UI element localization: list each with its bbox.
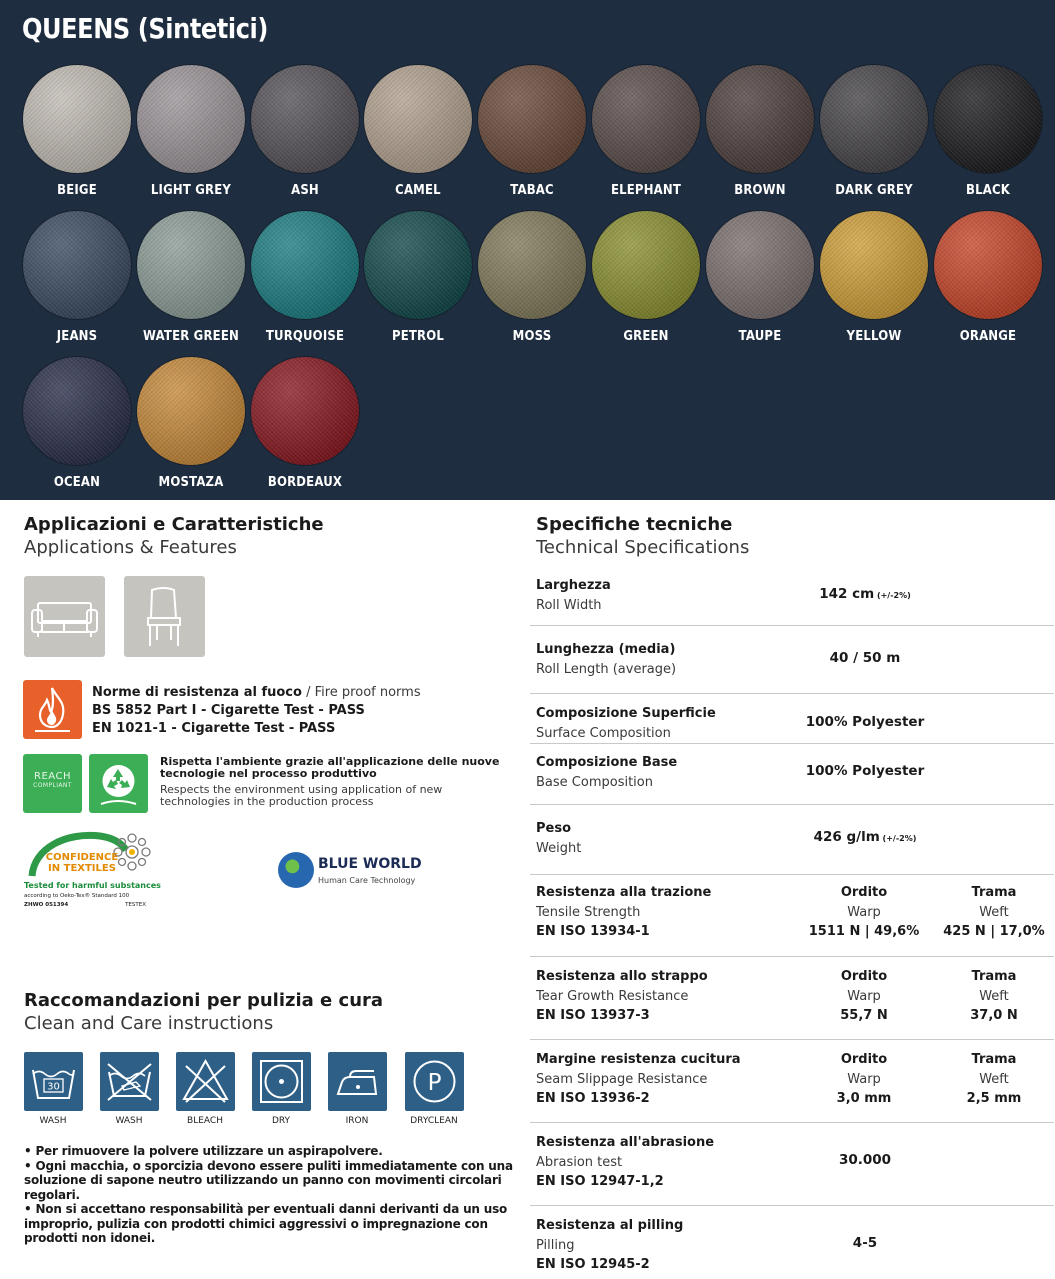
globe-icon <box>278 852 314 888</box>
spec-label-it: Lunghezza (media) <box>536 642 676 657</box>
swatch-color <box>478 65 586 173</box>
care-note: • Ogni macchia, o sporcizia devono essere puliti immediatamente con una soluzione di sapone neutro utilizzando un panno con movimenti circolari regolari. <box>24 1158 513 1202</box>
weft-value: 425 N | 17,0% <box>943 924 1045 939</box>
oeko-confidence-text: CONFIDENCE IN TEXTILES <box>45 852 119 874</box>
spec-value-text: 30.000 <box>838 1152 892 1169</box>
spec-label-it: Composizione Base <box>536 755 678 770</box>
swatch-color <box>137 357 245 465</box>
spec-value <box>770 650 960 666</box>
spec-row <box>530 570 1054 626</box>
spec-value-tolerance: (+/-2%) <box>874 590 911 600</box>
swatch-label: OCEAN <box>53 475 101 490</box>
spec-weft <box>924 1050 1055 1109</box>
weft-label-en: Weft <box>979 988 1009 1004</box>
spec-row <box>530 694 1054 744</box>
swatch-brown <box>703 65 817 198</box>
warp-label-it: Ordito <box>840 1052 888 1067</box>
oeko-tested-text: Tested for harmful substances <box>24 881 161 890</box>
specs-title-it: Specifiche tecniche <box>536 514 733 535</box>
spec-label <box>536 819 581 858</box>
spec-label-it: Larghezza <box>536 578 611 593</box>
swatch-label: TABAC <box>510 183 554 198</box>
applications-title-it: Applicazioni e Caratteristiche <box>24 514 324 535</box>
spec-warp <box>794 967 934 1026</box>
chair-icon <box>124 576 205 657</box>
oeko-code-text <box>24 902 146 908</box>
wash-30-icon <box>24 1052 83 1111</box>
swatch-ash <box>248 65 362 198</box>
reach-sub-label: COMPLIANT <box>33 782 72 789</box>
spec-label <box>536 753 677 792</box>
specs-title-en: Technical Specifications <box>536 537 750 558</box>
swatch-orange <box>931 211 1045 344</box>
spec-weft <box>924 883 1055 942</box>
spec-value <box>770 1152 960 1168</box>
warp-label-en: Warp <box>847 904 881 920</box>
spec-label <box>536 640 676 679</box>
swatch-color <box>251 211 359 319</box>
swatch-color <box>934 65 1042 173</box>
swatch-label: DARK GREY <box>835 183 913 198</box>
spec-row <box>530 1040 1054 1123</box>
swatch-light-grey <box>134 65 248 198</box>
care-title-en: Clean and Care instructions <box>24 1013 274 1034</box>
swatch-jeans <box>20 211 134 344</box>
spec-label <box>536 883 711 942</box>
swatch-color <box>137 65 245 173</box>
spec-label-en: Seam Slippage Resistance <box>536 1071 708 1087</box>
swatch-ocean <box>20 357 134 490</box>
care-label-bleach: BLEACH <box>187 1116 223 1126</box>
weft-label-it: Trama <box>971 1052 1017 1067</box>
environment-text-en: Respects the environment using application of new technologies in the production process <box>160 783 443 808</box>
spec-label <box>536 704 716 743</box>
spec-value <box>770 714 960 730</box>
care-label-hand-wash: WASH <box>115 1116 143 1126</box>
spec-row <box>530 744 1054 805</box>
swatch-label: ORANGE <box>959 329 1017 344</box>
warp-label-it: Ordito <box>840 885 888 900</box>
environment-text-it: Rispetta l'ambiente grazie all'applicazione delle nuove tecnologie nel processo produttivo <box>160 755 500 780</box>
swatch-label: MOSTAZA <box>158 475 224 490</box>
spec-label <box>536 1216 683 1275</box>
swatch-mostaza <box>134 357 248 490</box>
swatch-color <box>251 357 359 465</box>
swatch-color <box>820 65 928 173</box>
fire-norms <box>92 684 421 738</box>
care-label-iron: IRON <box>345 1116 369 1126</box>
spec-label-it: Margine resistenza cucitura <box>536 1052 741 1067</box>
page-title: QUEENS (Sintetici) <box>22 12 268 45</box>
spec-label-en: Tear Growth Resistance <box>536 988 689 1004</box>
specs-heading <box>536 514 749 558</box>
swatch-label: BEIGE <box>57 183 97 198</box>
fire-norms-it: Norme di resistenza al fuoco <box>92 685 302 700</box>
dryclean-p-icon <box>405 1052 464 1111</box>
warp-label-en: Warp <box>847 988 881 1004</box>
swatch-label: TURQUOISE <box>265 329 345 344</box>
swatch-panel <box>0 0 1055 500</box>
fire-norm-en1021: EN 1021-1 - Cigarette Test - PASS <box>92 721 336 736</box>
sofa-icon <box>24 576 105 657</box>
swatch-color <box>820 211 928 319</box>
spec-value <box>770 1235 960 1251</box>
swatch-label: TAUPE <box>738 329 782 344</box>
spec-label <box>536 967 708 1026</box>
spec-standard: EN ISO 13934-1 <box>536 924 650 939</box>
spec-warp <box>794 1050 934 1109</box>
spec-label-it: Resistenza al pilling <box>536 1218 684 1233</box>
no-hand-wash-icon <box>100 1052 159 1111</box>
swatch-label: ASH <box>291 183 319 198</box>
weft-value: 2,5 mm <box>966 1091 1022 1106</box>
swatch-label: YELLOW <box>846 329 902 344</box>
spec-row <box>530 875 1054 957</box>
swatch-label: MOSS <box>512 329 552 344</box>
reach-label: REACH <box>34 771 71 782</box>
care-heading <box>24 990 383 1034</box>
care-label-dry: DRY <box>271 1116 291 1126</box>
swatch-black <box>931 65 1045 198</box>
swatch-dark-grey <box>817 65 931 198</box>
swatch-elephant <box>589 65 703 198</box>
spec-label-en: Roll Length (average) <box>536 661 677 677</box>
spec-label-it: Resistenza all'abrasione <box>536 1135 715 1150</box>
swatch-color <box>478 211 586 319</box>
dryclean-letter: P <box>427 1070 442 1096</box>
swatch-color <box>137 211 245 319</box>
swatch-label: BROWN <box>734 183 786 198</box>
spec-value <box>770 763 960 779</box>
care-note: • Non si accettano responsabilità per eventuali danni derivanti da un uso improprio, pulizia con prodotti chimici aggressivi o impregnazione con prodotti non idonei. <box>24 1202 508 1245</box>
spec-label-en: Tensile Strength <box>536 904 641 920</box>
wash-temperature: 30 <box>47 1081 60 1093</box>
swatch-label: BLACK <box>966 183 1010 198</box>
swatch-color <box>706 65 814 173</box>
swatch-color <box>23 211 131 319</box>
swatch-camel <box>361 65 475 198</box>
applications-heading <box>24 514 324 558</box>
swatch-label: WATER GREEN <box>143 329 239 344</box>
swatch-color <box>23 65 131 173</box>
spec-warp <box>794 883 934 942</box>
swatch-taupe <box>703 211 817 344</box>
spec-row <box>530 957 1054 1040</box>
weft-label-it: Trama <box>971 969 1017 984</box>
swatch-turquoise <box>248 211 362 344</box>
spec-label <box>536 576 611 615</box>
spec-standard: EN ISO 13937-3 <box>536 1008 650 1023</box>
swatch-water-green <box>134 211 248 344</box>
oeko-tex-logo <box>22 830 161 915</box>
spec-row <box>530 1123 1054 1206</box>
spec-standard: EN ISO 13936-2 <box>536 1091 650 1106</box>
fire-norm-bs5852: BS 5852 Part I - Cigarette Test - PASS <box>92 703 365 718</box>
weft-value: 37,0 N <box>970 1008 1018 1023</box>
warp-label-en: Warp <box>847 1071 881 1087</box>
environment-text <box>160 756 500 808</box>
spec-value-text: 100% Polyester <box>805 713 925 730</box>
spec-label-en: Abrasion test <box>536 1154 623 1170</box>
recycle-icon <box>89 754 148 813</box>
spec-value-tolerance: (+/-2%) <box>879 833 917 843</box>
weft-label-en: Weft <box>979 1071 1009 1087</box>
swatch-color <box>592 211 700 319</box>
care-notes <box>24 1144 524 1246</box>
spec-standard: EN ISO 12947-1,2 <box>536 1174 664 1189</box>
swatch-color <box>706 211 814 319</box>
spec-label-en: Pilling <box>536 1237 575 1253</box>
swatch-petrol <box>361 211 475 344</box>
swatch-label: GREEN <box>623 329 669 344</box>
weft-label-en: Weft <box>979 904 1009 920</box>
warp-value: 3,0 mm <box>836 1091 892 1106</box>
spec-row <box>530 1206 1054 1279</box>
swatch-label: PETROL <box>391 329 445 344</box>
spec-weft <box>924 967 1055 1026</box>
oeko-lab: TESTEX <box>125 902 146 908</box>
warp-value: 55,7 N <box>840 1008 888 1023</box>
spec-value-text: 4-5 <box>852 1235 878 1252</box>
spec-label-en: Weight <box>536 840 582 856</box>
swatch-label: BORDEAUX <box>267 475 343 490</box>
swatch-color <box>23 357 131 465</box>
swatch-tabac <box>475 65 589 198</box>
care-label-dryclean: DRYCLEAN <box>410 1116 458 1126</box>
spec-label <box>536 1050 741 1109</box>
swatch-color <box>934 211 1042 319</box>
swatch-label: LIGHT GREY <box>150 183 232 198</box>
no-bleach-icon <box>176 1052 235 1111</box>
swatch-color <box>592 65 700 173</box>
weft-label-it: Trama <box>971 885 1017 900</box>
spec-value-text: 142 cm <box>819 585 875 602</box>
swatch-label: JEANS <box>56 329 98 344</box>
spec-label-en: Surface Composition <box>536 725 671 741</box>
oeko-code: ZHWO 051394 <box>24 902 69 908</box>
swatch-color <box>251 65 359 173</box>
fire-icon <box>23 680 82 739</box>
spec-label <box>536 1133 714 1192</box>
spec-value-text: 40 / 50 m <box>829 649 901 666</box>
spec-value <box>770 586 960 602</box>
blue-world-title: BLUE WORLD <box>318 856 422 872</box>
spec-row <box>530 626 1054 694</box>
applications-title-en: Applications & Features <box>24 537 237 558</box>
spec-label-it: Resistenza allo strappo <box>536 969 708 984</box>
spec-value-text: 100% Polyester <box>805 762 925 779</box>
oeko-standard-text: according to Oeko-Tex® Standard 100 <box>24 893 130 899</box>
swatch-moss <box>475 211 589 344</box>
spec-label-it: Composizione Superficie <box>536 706 716 721</box>
spec-label-en: Base Composition <box>536 774 653 790</box>
swatch-beige <box>20 65 134 198</box>
warp-value: 1511 N | 49,6% <box>808 924 920 939</box>
fire-norms-en: / Fire proof norms <box>301 685 421 700</box>
tumble-dry-icon <box>252 1052 311 1111</box>
care-note: • Per rimuovere la polvere utilizzare un aspirapolvere. <box>24 1144 383 1158</box>
swatch-label: ELEPHANT <box>610 183 682 198</box>
spec-label-it: Peso <box>536 821 572 836</box>
swatch-color <box>364 211 472 319</box>
swatch-green <box>589 211 703 344</box>
swatch-bordeaux <box>248 357 362 490</box>
swatch-label: CAMEL <box>395 183 441 198</box>
spec-value <box>770 829 960 845</box>
care-label-wash: WASH <box>39 1116 67 1126</box>
spec-standard: EN ISO 12945-2 <box>536 1257 650 1272</box>
iron-icon <box>328 1052 387 1111</box>
care-title-it: Raccomandazioni per pulizia e cura <box>24 990 384 1011</box>
spec-value-text: 426 g/lm <box>813 828 880 845</box>
spec-label-en: Roll Width <box>536 597 602 613</box>
swatch-color <box>364 65 472 173</box>
warp-label-it: Ordito <box>840 969 888 984</box>
spec-row <box>530 805 1054 875</box>
spec-label-it: Resistenza alla trazione <box>536 885 712 900</box>
reach-compliant-badge <box>23 754 82 813</box>
swatch-yellow <box>817 211 931 344</box>
blue-world-subtitle: Human Care Technology <box>318 876 416 885</box>
